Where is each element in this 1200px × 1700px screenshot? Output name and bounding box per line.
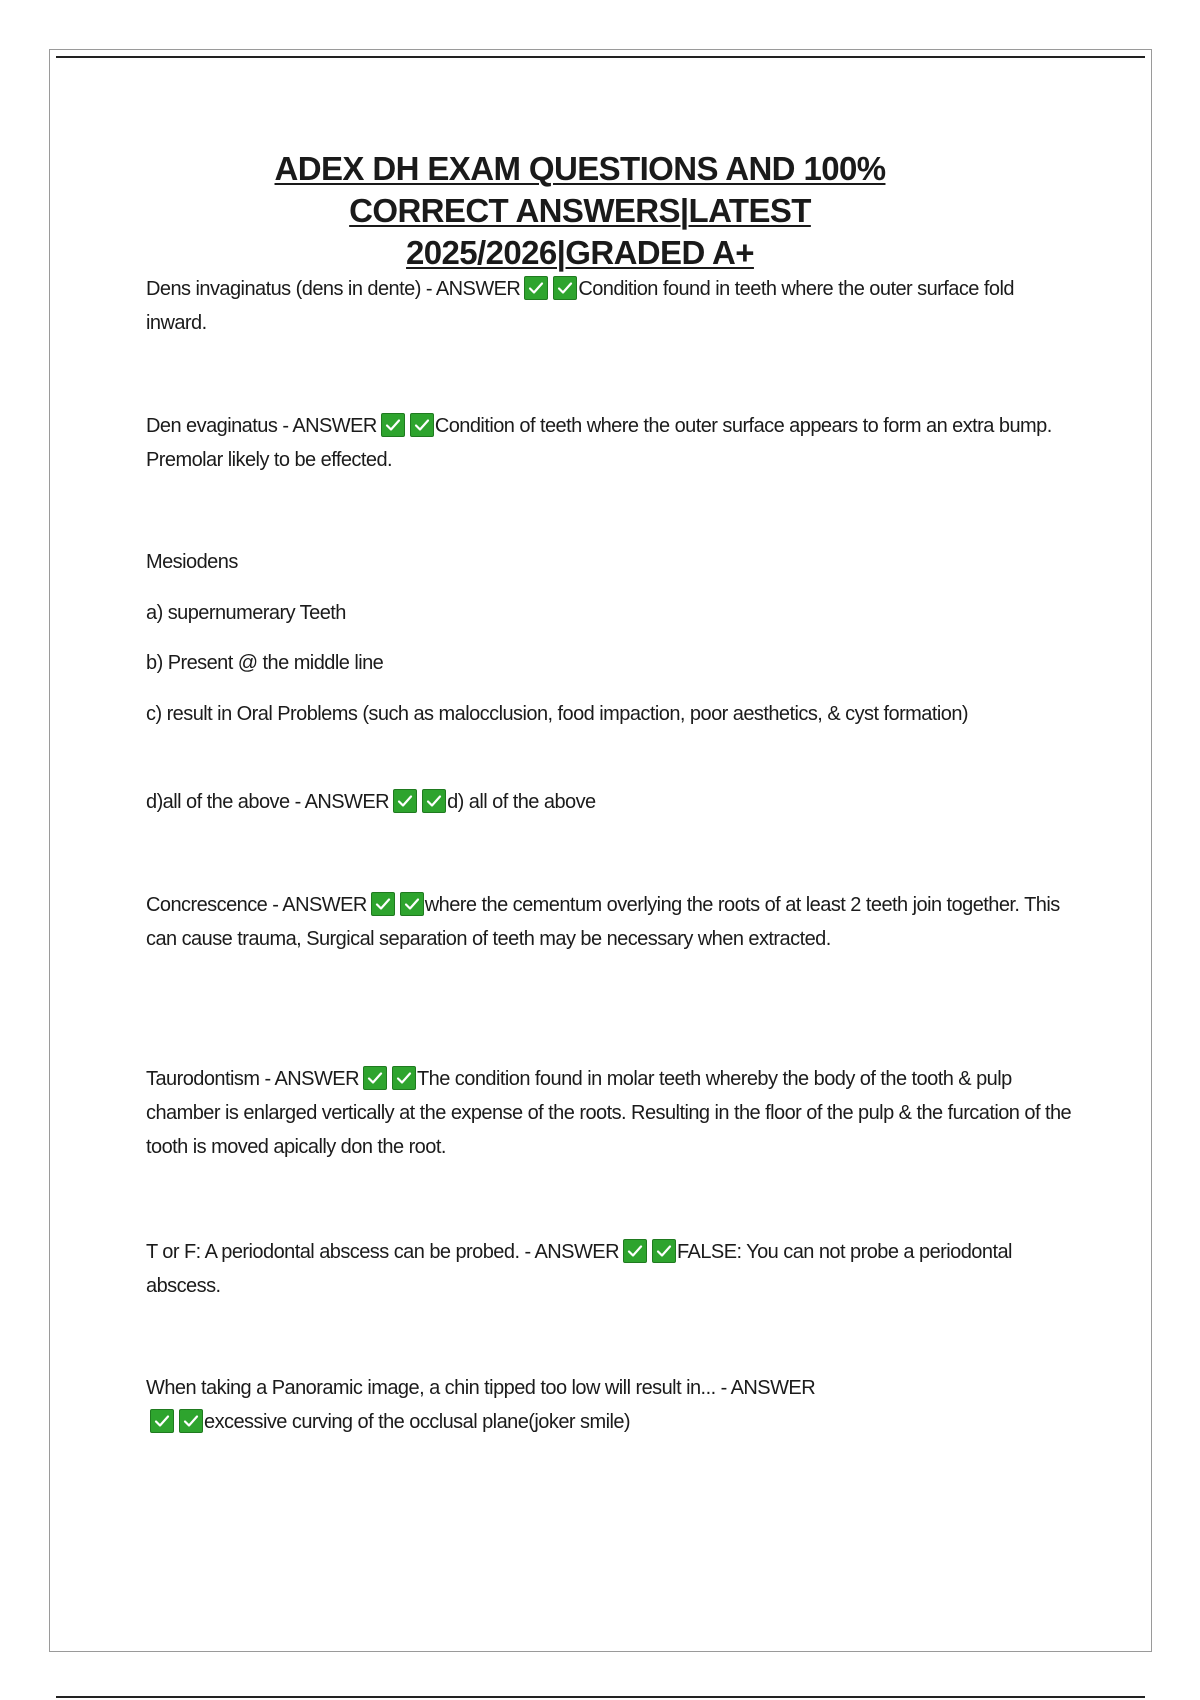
check-mark-icon [179,1409,203,1433]
answer-marker: - ANSWER [282,415,377,437]
question-text: Concrescence [146,894,268,916]
qa-item-dens-invaginatus [146,272,1076,340]
question-text: When taking a Panoramic image, a chin tipped too low will result in... [146,1377,716,1399]
answer-marker: - ANSWER [720,1377,816,1399]
answer-text: Condition found in teeth where the outer surface fold inward. [146,278,1014,334]
check-mark-icon [393,789,417,813]
qa-item-concrescence [146,888,1076,956]
answer-text: The condition found in molar teeth whereby the body of the tooth & pulp chamber is enlarged vertically at the expense of the roots. Resulting in the floor of the pulp & the furcation of the tooth is moved apically don the root. [146,1068,1072,1158]
qa-item-panoramic-chin [146,1371,826,1439]
footer-rule [56,1696,1145,1698]
check-mark-icon [553,276,577,300]
check-mark-icon [422,789,446,813]
check-mark-icon [363,1066,387,1090]
title-line-2: CORRECT ANSWERS|LATEST [349,192,811,229]
qa-item-den-evaginatus [146,409,1076,477]
check-mark-icon [150,1409,174,1433]
answer-marker: - ANSWER [264,1068,359,1090]
answer-text: FALSE: You can not probe a periodontal abscess. [146,1241,1012,1297]
answer-text: where the cementum overlying the roots of at least 2 teeth join together. This can cause trauma, Surgical separation of teeth may be necessary when extracted. [146,894,1060,950]
title-line-1: ADEX DH EXAM QUESTIONS AND 100% [274,150,886,187]
question-text: Taurodontism [146,1068,260,1090]
question-text: T or F: A periodontal abscess can be probed. [146,1241,520,1263]
check-mark-icon [652,1239,676,1263]
question-text: Den evaginatus [146,415,278,437]
check-mark-icon [410,413,434,437]
qa-item-mesiodens-question: Mesiodens [146,551,238,573]
option-d-with-answer [146,785,1076,819]
header-rule [56,56,1145,58]
qa-item-periodontal-abscess [146,1235,1076,1303]
option-a: a) supernumerary Teeth [146,602,346,624]
check-mark-icon [623,1239,647,1263]
document-title [200,148,960,274]
qa-item-taurodontism [146,1062,1076,1164]
title-line-3: 2025/2026|GRADED A+ [406,234,754,271]
answer-marker: - ANSWER [294,791,390,813]
check-mark-icon [392,1066,416,1090]
check-mark-icon [524,276,548,300]
answer-text: d) all of the above [447,791,596,813]
option-c: c) result in Oral Problems (such as malocclusion, food impaction, poor aesthetics, & cyst formation) [146,703,969,725]
option-b: b) Present @ the middle line [146,652,384,674]
check-mark-icon [381,413,405,437]
answer-text: Condition of teeth where the outer surface appears to form an extra bump. Premolar likely to be effected. [146,415,1052,471]
answer-marker: - ANSWER [272,894,367,916]
option-d: d)all of the above [146,791,290,813]
answer-marker: - ANSWER [425,278,521,300]
check-mark-icon [400,892,424,916]
check-mark-icon [371,892,395,916]
question-text: Dens invaginatus (dens in dente) [146,278,421,300]
answer-marker: - ANSWER [524,1241,619,1263]
answer-text: excessive curving of the occlusal plane(joker smile) [204,1411,631,1433]
